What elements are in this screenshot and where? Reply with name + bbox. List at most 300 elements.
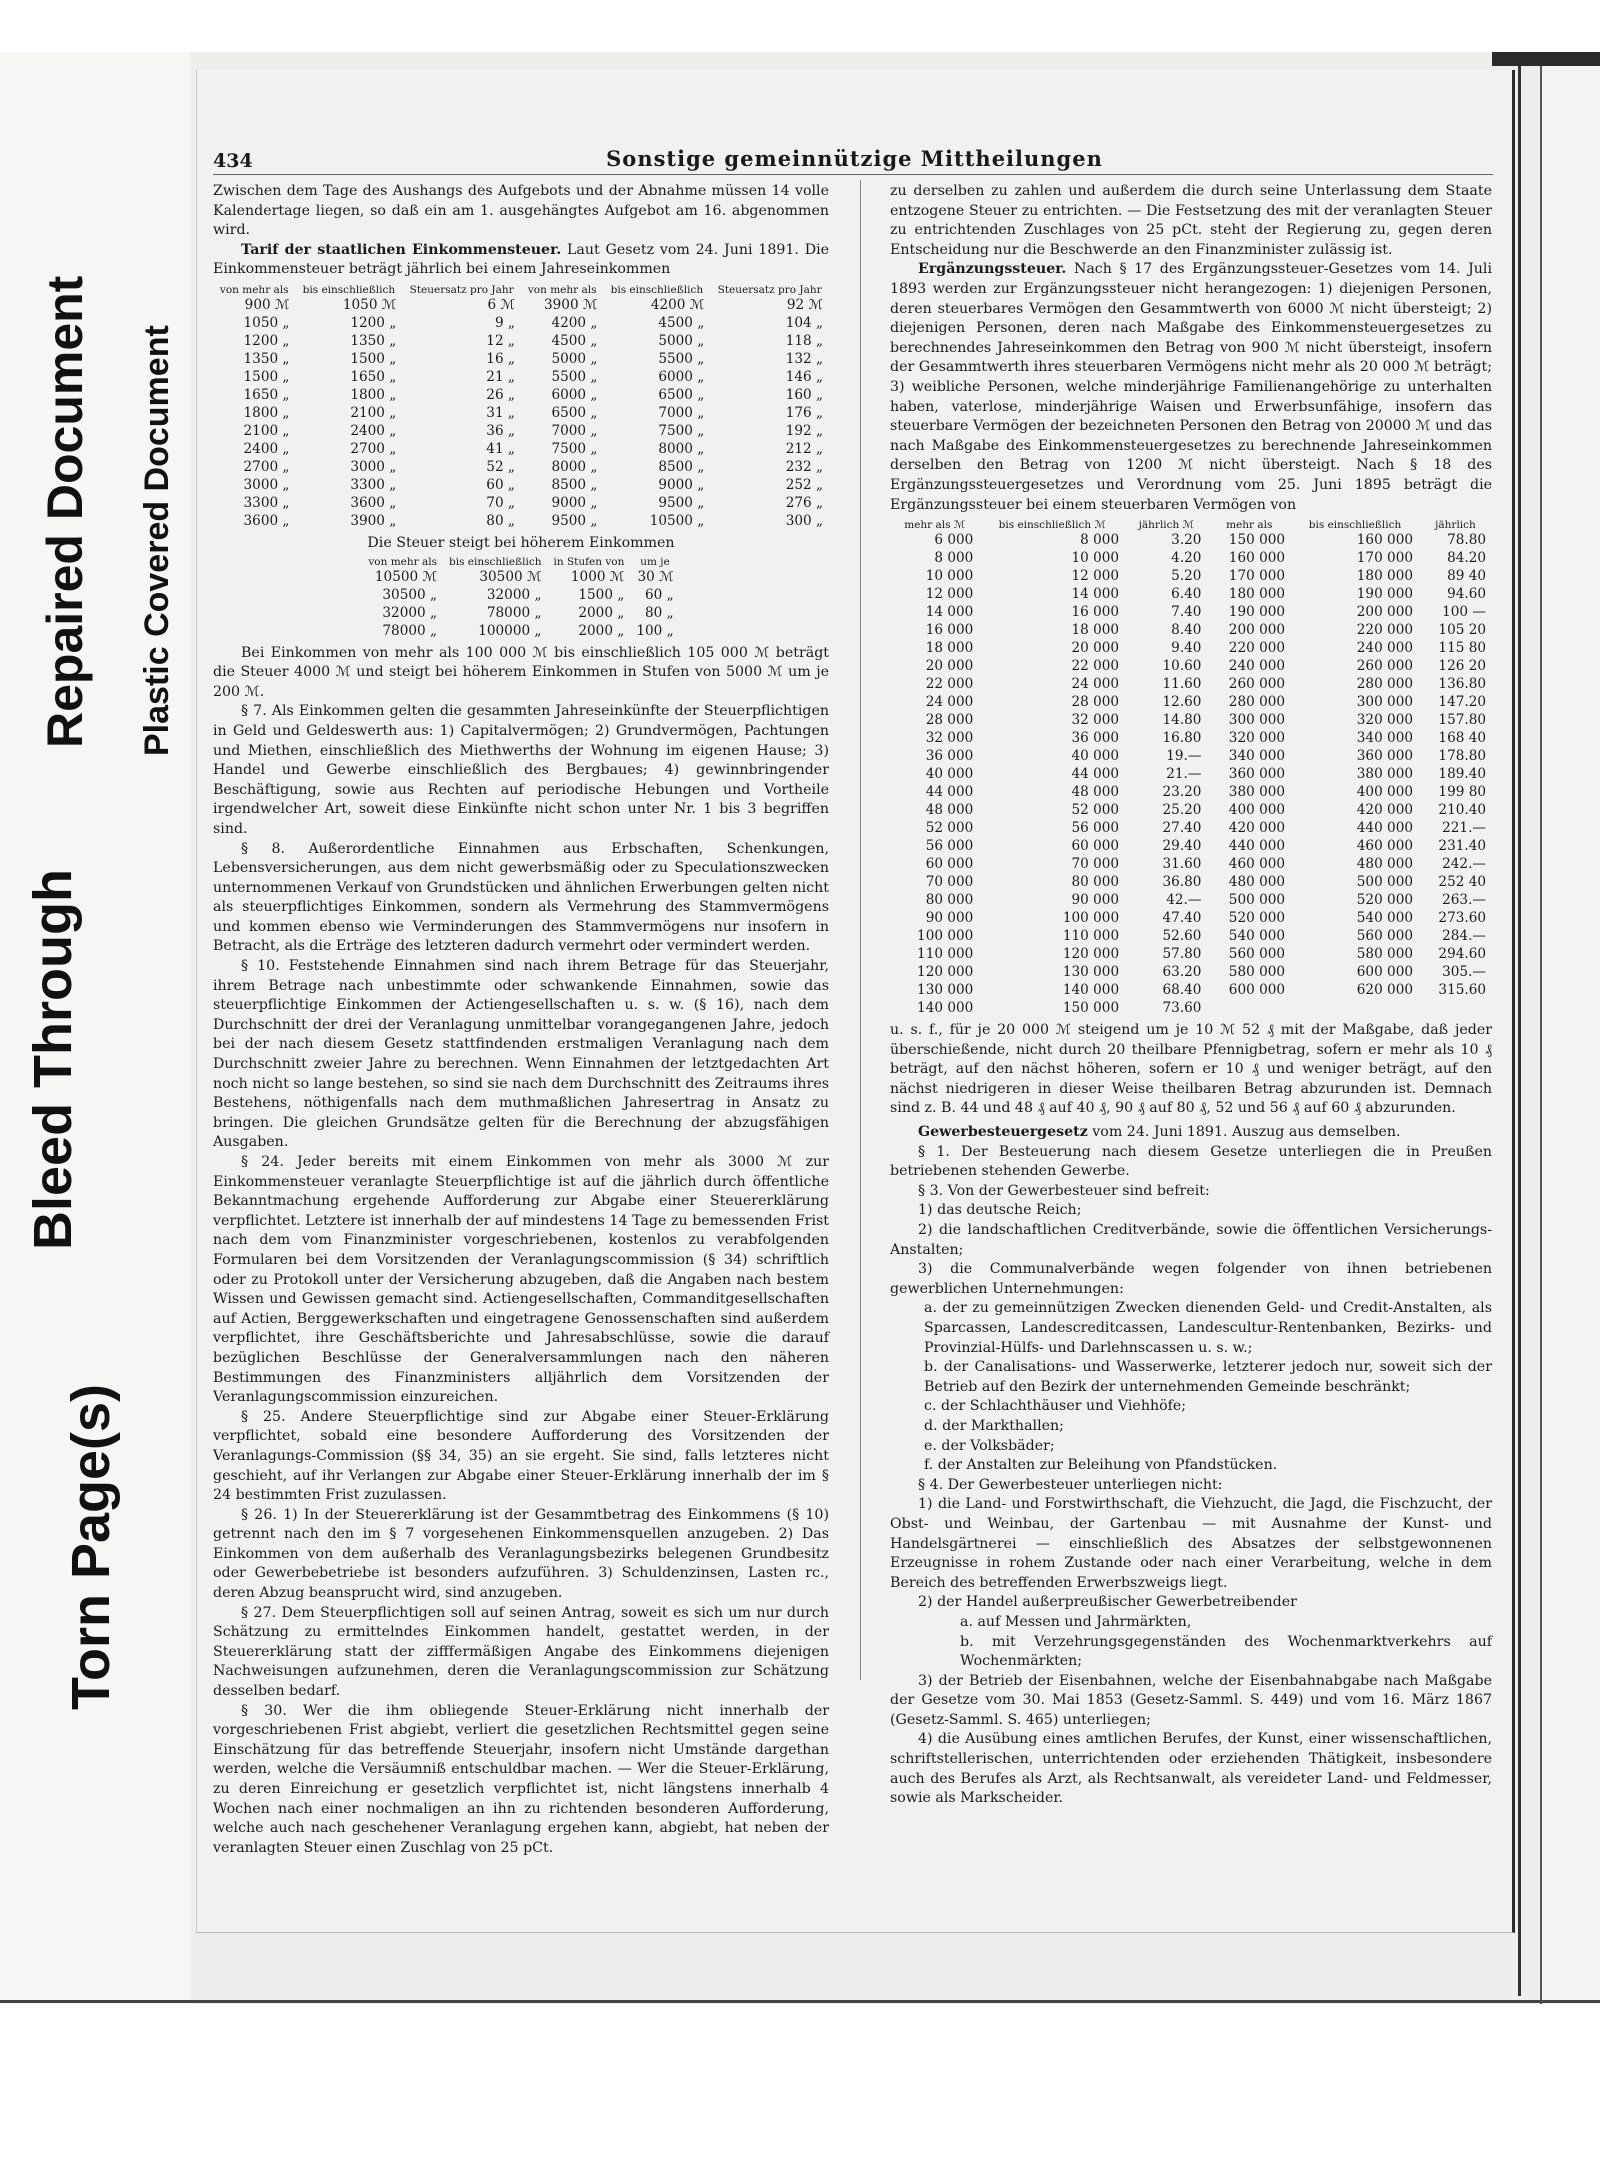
income-tax-cell: 2100 „ (243, 422, 290, 439)
supplementary-tax-cell: 252 40 (1438, 874, 1486, 891)
supplementary-tax-cell: 24 000 (925, 694, 974, 711)
progression-cell: 60 „ (644, 586, 674, 603)
supplementary-tax-cell: 20 000 (925, 658, 974, 675)
supplementary-tax-row (890, 621, 1492, 639)
income-tax-cell: 8000 „ (658, 440, 705, 457)
supplementary-tax-cell: 36.80 (1162, 874, 1202, 891)
income-tax-cell: 176 „ (785, 404, 823, 421)
page-gutter-line (1518, 66, 1521, 1996)
supplementary-tax-cell: 60 000 (925, 856, 974, 873)
supplementary-tax-cell: 500 000 (1356, 874, 1413, 891)
supplementary-tax-cell: 78.80 (1447, 532, 1486, 549)
supplementary-tax-cell: 460 000 (1228, 856, 1286, 873)
supplementary-tax-cell: 170 000 (1356, 550, 1413, 567)
income-tax-cell: 10500 „ (649, 512, 705, 529)
supplementary-tax-cell: 440 000 (1228, 838, 1286, 855)
supplementary-tax-cell: 420 000 (1356, 802, 1413, 819)
gewerbe-3-item-c: c. der Schlachthäuser und Viehhöfe; (924, 1398, 1187, 1415)
document-page (196, 70, 1515, 1933)
income-tax-cell: 3600 „ (243, 512, 290, 529)
supplementary-tax-row (890, 675, 1492, 693)
supplementary-tax-cell: 12 000 (925, 586, 974, 603)
progression-cell: 78000 „ (382, 622, 437, 639)
supplementary-tax-cell: 620 000 (1356, 982, 1413, 999)
supplementary-tax-cell: 6.40 (1171, 586, 1202, 603)
supplementary-tax-cell: 70 000 (1071, 856, 1120, 873)
gewerbe-3-item-3: 3) die Communalverbände wegen folgender von ihnen betriebenen gewerblichen Unternehmungen: (890, 1261, 1492, 1297)
supplementary-tax-cell: 260 000 (1228, 676, 1286, 693)
income-tax-cell: 9500 „ (551, 512, 598, 529)
income-tax-cell: 4200 ℳ (650, 296, 705, 313)
progression-row (362, 622, 679, 640)
income-tax-cell: 3300 „ (350, 476, 397, 493)
income-tax-cell: 104 „ (785, 314, 823, 331)
steigt-caption: Die Steuer steigt bei höherem Einkommen (367, 534, 675, 551)
supplementary-tax-cell: 3.20 (1171, 532, 1202, 549)
supplementary-tax-cell: 28 000 (1071, 694, 1120, 711)
supplementary-tax-row (890, 873, 1492, 891)
supplementary-tax-cell: 23.20 (1162, 784, 1202, 801)
gewerbe-4-item-4: 4) die Ausübung eines amtlichen Berufes, der Kunst, einer wissenschaftlichen, schriftstellerischen, unterrichtenden oder erziehenden Thätigkeit, insbesondere auch des Berufes als Arzt, als Rechtsanwalt, als vereideter Land- und Feldmesser, sowie als Markscheider. (890, 1731, 1492, 1807)
progression-cell: 32000 „ (486, 586, 542, 603)
supplementary-tax-cell: 22 000 (925, 676, 974, 693)
supplementary-tax-cell: 9.40 (1171, 640, 1202, 657)
paragraph-26: § 26. 1) In der Steuererklärung ist der Gesammtbetrag des Einkommens (§ 10) getrennt nach den im § 7 vorgesehenen Einkommensquellen anzugeben. 2) Das Einkommen von dem außerhalb des Veranlagungsbezirks belegenen Grundbesitz oder Gewerbebetriebe ist besonders aufzuführen. 3) Schuldenzinsen, Lasten rc., deren Abzug beansprucht wird, sind anzugeben. (213, 1506, 829, 1602)
erganzung-paragraph (890, 260, 1492, 515)
next-page-edge (1540, 66, 1600, 2004)
income-tax-cell: 7500 „ (658, 422, 705, 439)
supplementary-tax-row (890, 549, 1492, 567)
right-intro: zu derselben zu zahlen und außerdem die durch seine Unterlassung dem Staate entzogene Steuer zu entrichten. — Die Festsetzung des mit der veranlagten Steuer zu entrichtenden Zuschlages von 25 pCt. steht der Regierung zu, gegen deren Entscheidung nur die Beschwerde an den Finanzminister zulässig ist. (890, 183, 1492, 258)
supplementary-tax-cell: 180 000 (1356, 568, 1413, 585)
supplementary-tax-cell: 22 000 (1071, 658, 1120, 675)
income-tax-row (213, 368, 829, 386)
paragraph-27: § 27. Dem Steuerpflichtigen soll auf seinen Antrag, soweit es sich um nur durch Schätzung zu ermittelndes Einkommen handelt, gestattet werden, in der Steuererklärung statt der zifffermäßigen Angabe des Einkommens diejenigen Nachweisungen aufzunehmen, deren die Veranlagungscommission zur Schätzung desselben bedarf. (213, 1604, 829, 1700)
supplementary-tax-header: jährlich ℳ (1138, 519, 1194, 532)
supplementary-tax-cell: 284.— (1442, 928, 1486, 945)
income-tax-cell: 60 „ (486, 476, 515, 493)
income-tax-cell: 52 „ (486, 458, 515, 475)
supplementary-tax-cell: 180 000 (1228, 586, 1286, 603)
supplementary-tax-row (890, 909, 1492, 927)
supplementary-tax-cell: 380 000 (1228, 784, 1286, 801)
income-tax-cell: 2100 „ (350, 404, 397, 421)
gewerbe-3-item-2: 2) die landschaftlichen Creditverbände, sowie die öffentlichen Versicherungs-Anstalten; (890, 1222, 1492, 1258)
supplementary-tax-cell: 10 000 (925, 568, 974, 585)
supplementary-tax-cell: 31.60 (1162, 856, 1202, 873)
progression-cell: 1000 ℳ (570, 568, 625, 585)
income-tax-cell: 6500 „ (658, 386, 705, 403)
income-tax-cell: 8000 „ (551, 458, 598, 475)
gewerbe-section-4: § 4. Der Gewerbesteuer unterliegen nicht: (918, 1476, 1223, 1493)
supplementary-tax-cell: 36 000 (925, 748, 974, 765)
gewerbe-section-3: § 3. Von der Gewerbesteuer sind befreit: (918, 1182, 1210, 1199)
erganzung-text: Nach § 17 des Ergänzungssteuer-Gesetzes vom 14. Juli 1893 werden zur Ergänzungssteuer nicht herangezogen: 1) diejenigen Personen, deren steuerbares Vermögen den Gesammtwerth von 6000 ℳ nicht übersteigt; 2) diejenigen Personen, deren nach Maßgabe des Einkommensteuergesetzes zu berechnendes Jahreseinkommen den Betrag von 900 ℳ nicht übersteigt, insofern der Gesammtwerth ihres steuerbaren Vermögens nicht mehr als 20 000 ℳ beträgt; 3) weibliche Personen, welche minderjährige Familienangehörige zu unterhalten haben, vaterlose, minderjährige Waisen und Erwerbsunfähige, insofern das steuerbare Vermögen der bezeichneten Personen den Betrag von 20000 ℳ und das nach Maßgabe des Einkommensteuergesetzes zu berechnende Jahreseinkommen derselben den Betrag von 1200 ℳ nicht übersteigt. Nach § 18 des Ergänzungssteuergesetzes und Verordnung vom 25. Juni 1895 beträgt die Ergänzungssteuer bei einem steuerbaren Vermögen von (890, 261, 1493, 513)
supplementary-tax-cell: 420 000 (1228, 820, 1286, 837)
income-tax-row (213, 512, 829, 530)
income-tax-cell: 212 „ (785, 440, 823, 457)
supplementary-tax-cell: 231.40 (1438, 838, 1486, 855)
supplementary-tax-cell: 8.40 (1171, 622, 1202, 639)
income-tax-cell: 1350 „ (243, 350, 290, 367)
gewerbe-3-item-a: a. der zu gemeinnützigen Zwecken dienenden Geld- und Credit-Anstalten, als Sparcassen, Landescreditcassen, Landescultur-Rentenbanken, Bezirks- und Provinzial-Hülfs- und Darlehnscassen u. s. w.; (924, 1300, 1492, 1356)
page-number: 434 (213, 150, 253, 172)
supplementary-tax-cell: 480 000 (1228, 874, 1286, 891)
supplementary-tax-cell: 70 000 (925, 874, 974, 891)
income-tax-cell: 2400 „ (350, 422, 397, 439)
supplementary-tax-cell: 400 000 (1356, 784, 1413, 801)
gewerbe-4-item-2: 2) der Handel außerpreußischer Gewerbetreibender (918, 1594, 1297, 1611)
progression-row (362, 604, 679, 622)
supplementary-tax-cell: 120 000 (1062, 946, 1120, 963)
progression-cell: 30500 ℳ (479, 568, 542, 585)
supplementary-tax-cell: 80 000 (925, 892, 974, 909)
supplementary-tax-cell: 130 000 (1062, 964, 1120, 981)
supplementary-tax-row (890, 801, 1492, 819)
gewerbe-4-item-2a: a. auf Messen und Jahrmärkten, (960, 1613, 1192, 1630)
income-tax-cell: 70 „ (486, 494, 515, 511)
income-tax-cell: 192 „ (785, 422, 823, 439)
income-tax-cell: 276 „ (785, 494, 823, 511)
supplementary-tax-header: bis einschließlich (1308, 519, 1402, 532)
supplementary-tax-row (890, 963, 1492, 981)
supplementary-tax-cell: 136.80 (1438, 676, 1486, 693)
supplementary-tax-row (890, 945, 1492, 963)
supplementary-tax-cell: 12 000 (1071, 568, 1120, 585)
income-tax-cell: 3600 „ (350, 494, 397, 511)
supplementary-tax-row (890, 711, 1492, 729)
income-tax-cell: 41 „ (486, 440, 515, 457)
supplementary-tax-cell: 157.80 (1438, 712, 1486, 729)
income-tax-cell: 3900 „ (350, 512, 397, 529)
supplementary-tax-cell: 480 000 (1356, 856, 1413, 873)
gewerbe-3-item-e: e. der Volksbäder; (924, 1437, 1055, 1454)
supplementary-tax-header: mehr als (1226, 519, 1273, 532)
supplementary-tax-cell: 360 000 (1228, 766, 1286, 783)
supplementary-tax-cell: 94.60 (1447, 586, 1486, 603)
income-tax-cell: 1200 „ (350, 314, 397, 331)
supplementary-tax-cell: 52 000 (1071, 802, 1120, 819)
paragraph-25: § 25. Andere Steuerpflichtige sind zur Abgabe einer Steuer-Erklärung verpflichtet, sobald eine besondere Aufforderung des Vorsitzenden der Veranlagungs-Commission (§§ 34, 35) an sie ergeht. Sie sind, falls letzteres nicht geschieht, auf ihr Verlangen zur Abgabe einer Steuer-Erklärung innerhalb der im § 24 bestimmten Frist zuzulassen. (213, 1408, 829, 1504)
supplementary-tax-cell: 90 000 (1071, 892, 1120, 909)
supplementary-tax-cell: 340 000 (1356, 730, 1413, 747)
supplementary-tax-cell: 440 000 (1356, 820, 1413, 837)
supplementary-tax-cell: 560 000 (1356, 928, 1413, 945)
progression-header: in Stufen von (553, 555, 625, 568)
supplementary-tax-cell: 44 000 (1071, 766, 1120, 783)
supplementary-tax-cell: 14 000 (925, 604, 974, 621)
progression-cell: 30 ℳ (637, 568, 674, 585)
paragraph-7: § 7. Als Einkommen gelten die gesammten Jahreseinkünfte der Steuerpflichtigen in Geld und Geldeswerth aus: 1) Capitalvermögen; 2) Grundvermögen, Pachtungen und Miethen, einschließlich des Miethwerths der Wohnung im eigenen Hause; 3) Handel und Gewerbe einschließlich des Bergbaues; 4) gewinnbringender Beschäftigung, sowie aus Rechten auf periodische Hebungen und Vortheile irgendwelcher Art, soweit diese Einkünfte nicht schon unter Nr. 1 bis 3 begriffen sind. (213, 703, 829, 837)
income-tax-cell: 2700 „ (350, 440, 397, 457)
header-rule (213, 174, 1493, 175)
supplementary-tax-cell: 4.20 (1171, 550, 1202, 567)
paragraph-8: § 8. Außerordentliche Einnahmen aus Erbschaften, Schenkungen, Lebensversicherungen, aus dem nicht gewerbsmäßig oder zu Speculationszwecken unternommenen Verkauf von Grundstücken und ähnlichen Erwerbungen gelten nicht als steuerpflichtiges Einkommen, sondern als Vermehrung des Stammvermögens und kommen ebenso wie Verminderungen des Stammvermögens nur insofern in Betracht, als die Erträge des letzteren dadurch vermehrt oder vermindert werden. (213, 840, 829, 955)
supplementary-tax-cell: 168 40 (1438, 730, 1486, 747)
income-tax-cell: 132 „ (785, 350, 823, 367)
supplementary-tax-cell: 220 000 (1356, 622, 1413, 639)
supplementary-tax-cell: 11.60 (1162, 676, 1202, 693)
supplementary-tax-cell: 48 000 (1071, 784, 1120, 801)
income-tax-cell: 5500 „ (551, 368, 598, 385)
supplementary-tax-cell: 56 000 (1071, 820, 1120, 837)
supplementary-tax-row (890, 855, 1492, 873)
supplementary-tax-cell: 10.60 (1162, 658, 1202, 675)
supplementary-tax-cell: 110 000 (917, 946, 974, 963)
progression-cell: 2000 „ (578, 622, 625, 639)
income-tax-cell: 118 „ (785, 332, 823, 349)
supplementary-tax-cell: 315.60 (1438, 982, 1486, 999)
supplementary-tax-cell: 115 80 (1438, 640, 1486, 657)
supplementary-tax-cell: 8 000 (934, 550, 974, 567)
supplementary-tax-cell: 280 000 (1228, 694, 1286, 711)
label-torn-pages: Torn Page(s) (61, 1383, 121, 1710)
supplementary-tax-row (890, 891, 1492, 909)
supplementary-tax-cell: 48 000 (925, 802, 974, 819)
income-tax-cell: 7000 „ (658, 404, 705, 421)
supplementary-tax-header: jährlich (1435, 519, 1476, 532)
income-tax-cell: 36 „ (486, 422, 515, 439)
rounding-paragraph: u. s. f., für je 20 000 ℳ steigend um je 10 ℳ 52 ₰ mit der Maßgabe, daß jeder überschießende, nicht durch 20 theilbare Pfennigbetrag, sofern er mehr als 10 ₰ beträgt, auf den nächst höheren, sofern er 10 ₰ und weniger beträgt, auf den nächst niedrigeren in dieser Weise theilbaren Betrag abzurunden ist. Demnach sind z. B. 44 und 48 ₰ auf 40 ₰, 90 ₰ auf 80 ₰, 52 und 56 ₰ auf 60 ₰ abzurunden. (890, 1022, 1492, 1117)
supplementary-tax-cell: 600 000 (1228, 982, 1286, 999)
supplementary-tax-cell: 500 000 (1228, 892, 1286, 909)
income-tax-cell: 3900 ℳ (544, 296, 598, 313)
progression-row (362, 586, 679, 604)
supplementary-tax-cell: 19.— (1166, 748, 1202, 765)
supplementary-tax-cell: 147.20 (1438, 694, 1486, 711)
after-table-paragraph: Bei Einkommen von mehr als 100 000 ℳ bis einschließlich 105 000 ℳ beträgt die Steuer 4000 ℳ und steigt bei höherem Einkommen in Stufen von 5000 ℳ um je 200 ℳ. (213, 644, 829, 700)
supplementary-tax-cell: 190 000 (1228, 604, 1286, 621)
supplementary-tax-cell: 200 000 (1356, 604, 1413, 621)
income-tax-cell: 26 „ (486, 386, 515, 403)
supplementary-tax-row (890, 693, 1492, 711)
income-tax-cell: 7500 „ (551, 440, 598, 457)
income-tax-row (213, 440, 829, 458)
supplementary-tax-cell: 63.20 (1162, 964, 1202, 981)
supplementary-tax-cell: 220 000 (1228, 640, 1286, 657)
supplementary-tax-cell: 210.40 (1438, 802, 1486, 819)
income-tax-cell: 9000 „ (658, 476, 705, 493)
supplementary-tax-cell: 14 000 (1071, 586, 1120, 603)
supplementary-tax-cell: 540 000 (1356, 910, 1413, 927)
progression-cell: 10500 ℳ (374, 568, 437, 585)
income-tax-header: von mehr als (219, 283, 289, 296)
supplementary-tax-cell: 16 000 (1071, 604, 1120, 621)
income-tax-cell: 4200 „ (551, 314, 598, 331)
label-plastic-covered: Plastic Covered Document (138, 325, 176, 756)
income-tax-cell: 4500 „ (551, 332, 598, 349)
supplementary-tax-cell: 600 000 (1356, 964, 1413, 981)
supplementary-tax-cell: 100 — (1442, 604, 1486, 621)
income-tax-cell: 1500 „ (243, 368, 290, 385)
tarif-paragraph (213, 241, 829, 280)
gewerbe-text: vom 24. Juni 1891. Auszug aus demselben. (1092, 1124, 1401, 1141)
supplementary-tax-cell: 68.40 (1162, 982, 1202, 999)
supplementary-tax-row (890, 819, 1492, 837)
income-tax-cell: 1800 „ (350, 386, 397, 403)
progression-cell: 100000 „ (478, 622, 542, 639)
progression-header: von mehr als (368, 555, 437, 568)
income-tax-cell: 1050 „ (243, 314, 290, 331)
income-tax-row (213, 386, 829, 404)
income-tax-cell: 3000 „ (243, 476, 290, 493)
income-tax-header: von mehr als (527, 283, 597, 296)
tarif-lead: Tarif der staatlichen Einkommensteuer. (241, 241, 562, 258)
supplementary-tax-cell: 28 000 (925, 712, 974, 729)
supplementary-tax-cell: 25.20 (1162, 802, 1202, 819)
supplementary-tax-cell: 8 000 (1080, 532, 1120, 549)
supplementary-tax-cell: 18 000 (1071, 622, 1120, 639)
supplementary-tax-cell: 56 000 (925, 838, 974, 855)
supplementary-tax-cell: 200 000 (1228, 622, 1286, 639)
supplementary-tax-cell: 240 000 (1356, 640, 1413, 657)
progression-cell: 30500 „ (382, 586, 437, 603)
income-tax-cell: 1650 „ (243, 386, 290, 403)
supplementary-tax-row (890, 837, 1492, 855)
gewerbe-3-item-d: d. der Markthallen; (924, 1417, 1064, 1434)
supplementary-tax-cell: 16 000 (925, 622, 974, 639)
income-tax-row (213, 332, 829, 350)
supplementary-tax-cell: 12.60 (1162, 694, 1202, 711)
gewerbe-4-item-3: 3) der Betrieb der Eisenbahnen, welche der Eisenbahnabgabe nach Maßgabe der Gesetze vom 30. Mai 1853 (Gesetz-Samml. S. 449) und vom 16. März 1867 (Gesetz-Samml. S. 465) unterliegen; (890, 1672, 1492, 1728)
supplementary-tax-row (890, 999, 1492, 1017)
supplementary-tax-cell: 170 000 (1228, 568, 1286, 585)
supplementary-tax-cell: 320 000 (1228, 730, 1286, 747)
supplementary-tax-cell: 36 000 (1071, 730, 1120, 747)
supplementary-tax-cell: 126 20 (1438, 658, 1486, 675)
supplementary-tax-cell: 580 000 (1228, 964, 1286, 981)
progression-header: um je (640, 555, 670, 568)
progression-cell: 100 „ (636, 622, 674, 639)
supplementary-tax-cell: 150 000 (1228, 532, 1286, 549)
income-tax-cell: 9000 „ (551, 494, 598, 511)
label-repaired-document: Repaired Document (37, 275, 93, 748)
income-tax-table (213, 284, 829, 530)
supplementary-tax-cell: 580 000 (1356, 946, 1413, 963)
supplementary-tax-cell: 40 000 (1071, 748, 1120, 765)
income-tax-cell: 160 „ (785, 386, 823, 403)
left-column (213, 182, 829, 1858)
supplementary-tax-cell: 260 000 (1356, 658, 1413, 675)
supplementary-tax-cell: 47.40 (1162, 910, 1202, 927)
supplementary-tax-cell: 160 000 (1356, 532, 1413, 549)
supplementary-tax-row (890, 531, 1492, 549)
supplementary-tax-cell: 6 000 (934, 532, 974, 549)
gewerbe-3-item-f: f. der Anstalten zur Beleihung von Pfandstücken. (924, 1457, 1278, 1474)
supplementary-tax-cell: 52.60 (1162, 928, 1202, 945)
supplementary-tax-row (890, 729, 1492, 747)
income-tax-cell: 2700 „ (243, 458, 290, 475)
supplementary-tax-cell: 320 000 (1356, 712, 1413, 729)
supplementary-tax-cell: 27.40 (1162, 820, 1202, 837)
supplementary-tax-cell: 105 20 (1438, 622, 1486, 639)
supplementary-tax-cell: 520 000 (1228, 910, 1286, 927)
income-tax-cell: 6 ℳ (487, 296, 515, 313)
income-tax-cell: 4500 „ (658, 314, 705, 331)
income-tax-header: Steuersatz pro Jahr (409, 283, 514, 296)
supplementary-tax-cell: 340 000 (1228, 748, 1286, 765)
income-tax-cell: 80 „ (486, 512, 515, 529)
supplementary-tax-cell (1291, 999, 1419, 1017)
supplementary-tax-cell (1207, 999, 1291, 1017)
supplementary-tax-cell: 32 000 (925, 730, 974, 747)
left-intro: Zwischen dem Tage des Aushangs des Aufgebots und der Abnahme müssen 14 volle Kalendertage liegen, so daß ein am 1. ausgehängtes Aufgebot am 16. abgenommen wird. (213, 183, 829, 239)
supplementary-tax-cell: 10 000 (1071, 550, 1120, 567)
progression-cell: 78000 „ (486, 604, 542, 621)
supplementary-tax-cell: 44 000 (925, 784, 974, 801)
supplementary-tax-cell: 80 000 (1071, 874, 1120, 891)
income-tax-cell: 6500 „ (551, 404, 598, 421)
column-separator (860, 180, 861, 1680)
supplementary-tax-header: bis einschließlich ℳ (998, 519, 1106, 532)
progression-row (362, 568, 679, 586)
gewerbe-3-item-b: b. der Canalisations- und Wasserwerke, letzterer jedoch nur, soweit sich der Betrieb auf den Bezirk der unternehmenden Gemeinde beschränkt; (924, 1359, 1492, 1395)
income-tax-cell: 31 „ (486, 404, 515, 421)
income-tax-cell: 8500 „ (551, 476, 598, 493)
supplementary-tax-row (890, 657, 1492, 675)
income-tax-cell: 3300 „ (243, 494, 290, 511)
supplementary-tax-cell: 199 80 (1438, 784, 1486, 801)
supplementary-tax-cell: 110 000 (1062, 928, 1120, 945)
income-tax-cell: 300 „ (785, 512, 823, 529)
income-tax-cell: 146 „ (785, 368, 823, 385)
income-tax-row (213, 350, 829, 368)
progression-header: bis einschließlich (449, 555, 542, 568)
supplementary-tax-cell: 20 000 (1071, 640, 1120, 657)
supplementary-tax-header: mehr als ℳ (904, 519, 966, 532)
income-tax-header: bis einschließlich (610, 283, 704, 296)
income-tax-cell: 900 ℳ (244, 296, 290, 313)
income-tax-row (213, 476, 829, 494)
gewerbe-paragraph (890, 1123, 1492, 1143)
supplementary-tax-cell: 52 000 (925, 820, 974, 837)
supplementary-tax-cell: 520 000 (1356, 892, 1413, 909)
supplementary-tax-cell: 190 000 (1356, 586, 1413, 603)
supplementary-tax-cell: 130 000 (917, 982, 974, 999)
progression-cell: 2000 „ (578, 604, 625, 621)
supplementary-tax-cell: 305.— (1442, 964, 1486, 981)
supplementary-tax-cell: 21.— (1166, 766, 1202, 783)
supplementary-tax-row (890, 639, 1492, 657)
supplementary-tax-row (890, 585, 1492, 603)
income-tax-cell: 1200 „ (243, 332, 290, 349)
income-tax-cell: 6000 „ (551, 386, 598, 403)
supplementary-tax-cell: 221.— (1442, 820, 1486, 837)
tarif-text: Laut Gesetz vom 24. Juni 1891. Die Einkommensteuer beträgt jährlich bei einem Jahreseinkommen (213, 241, 830, 278)
supplementary-tax-cell: 300 000 (1356, 694, 1413, 711)
income-tax-cell: 12 „ (486, 332, 515, 349)
income-tax-cell: 5000 „ (658, 332, 705, 349)
gewerbe-lead: Gewerbesteuergesetz (918, 1124, 1088, 1141)
supplementary-tax-cell: 5.20 (1171, 568, 1202, 585)
income-tax-cell: 5500 „ (658, 350, 705, 367)
supplementary-tax-row (890, 765, 1492, 783)
supplementary-tax-row (890, 603, 1492, 621)
supplementary-tax-cell: 40 000 (925, 766, 974, 783)
supplementary-tax-cell: 273.60 (1438, 910, 1486, 927)
running-head: Sonstige gemeinnützige Mittheilungen (606, 146, 1103, 171)
income-tax-row (213, 296, 829, 314)
income-tax-cell: 1050 ℳ (342, 296, 397, 313)
income-tax-cell: 252 „ (785, 476, 823, 493)
income-tax-cell: 6000 „ (658, 368, 705, 385)
income-tax-header: bis einschließlich (302, 283, 396, 296)
supplementary-tax-cell: 560 000 (1228, 946, 1286, 963)
income-tax-cell: 1800 „ (243, 404, 290, 421)
gewerbe-4-item-2b: b. mit Verzehrungsgegenständen des Wochenmarktverkehrs auf Wochenmärkten; (960, 1633, 1492, 1670)
income-tax-cell: 9 „ (494, 314, 515, 331)
paragraph-24: § 24. Jeder bereits mit einem Einkommen von mehr als 3000 ℳ zur Einkommensteuer veranlagte Steuerpflichtige ist auf die jährlich durch öffentliche Bekanntmachung ergehende Aufforderung zur Abgabe einer Steuererklärung verpflichtet. Letztere ist innerhalb der auf mindestens 14 Tage zu bemessenden Frist nach dem vom Finanzminister vorgeschriebenen, kostenlos zu verabfolgenden Formularen bei dem Vorsitzenden der Veranlagungscommission (§ 34) schriftlich oder zu Protokoll unter der Versicherung abzugeben, daß die Angaben nach bestem Wissen und Gewissen gemacht sind. Actiengesellschaften, Commanditgesellschaften auf Actien, Berggewerkschaften und eingetragene Genossenschaften sind außerdem verpflichtet, ihre Geschäftsberichte und Jahresabschlüsse, sowie die darauf bezüglichen Beschlüsse der Generalversammlungen nach den näheren Bestimmungen des Finanzministers alljährlich dem Vorsitzenden der Veranlagungscommission einzureichen. (213, 1154, 829, 1406)
